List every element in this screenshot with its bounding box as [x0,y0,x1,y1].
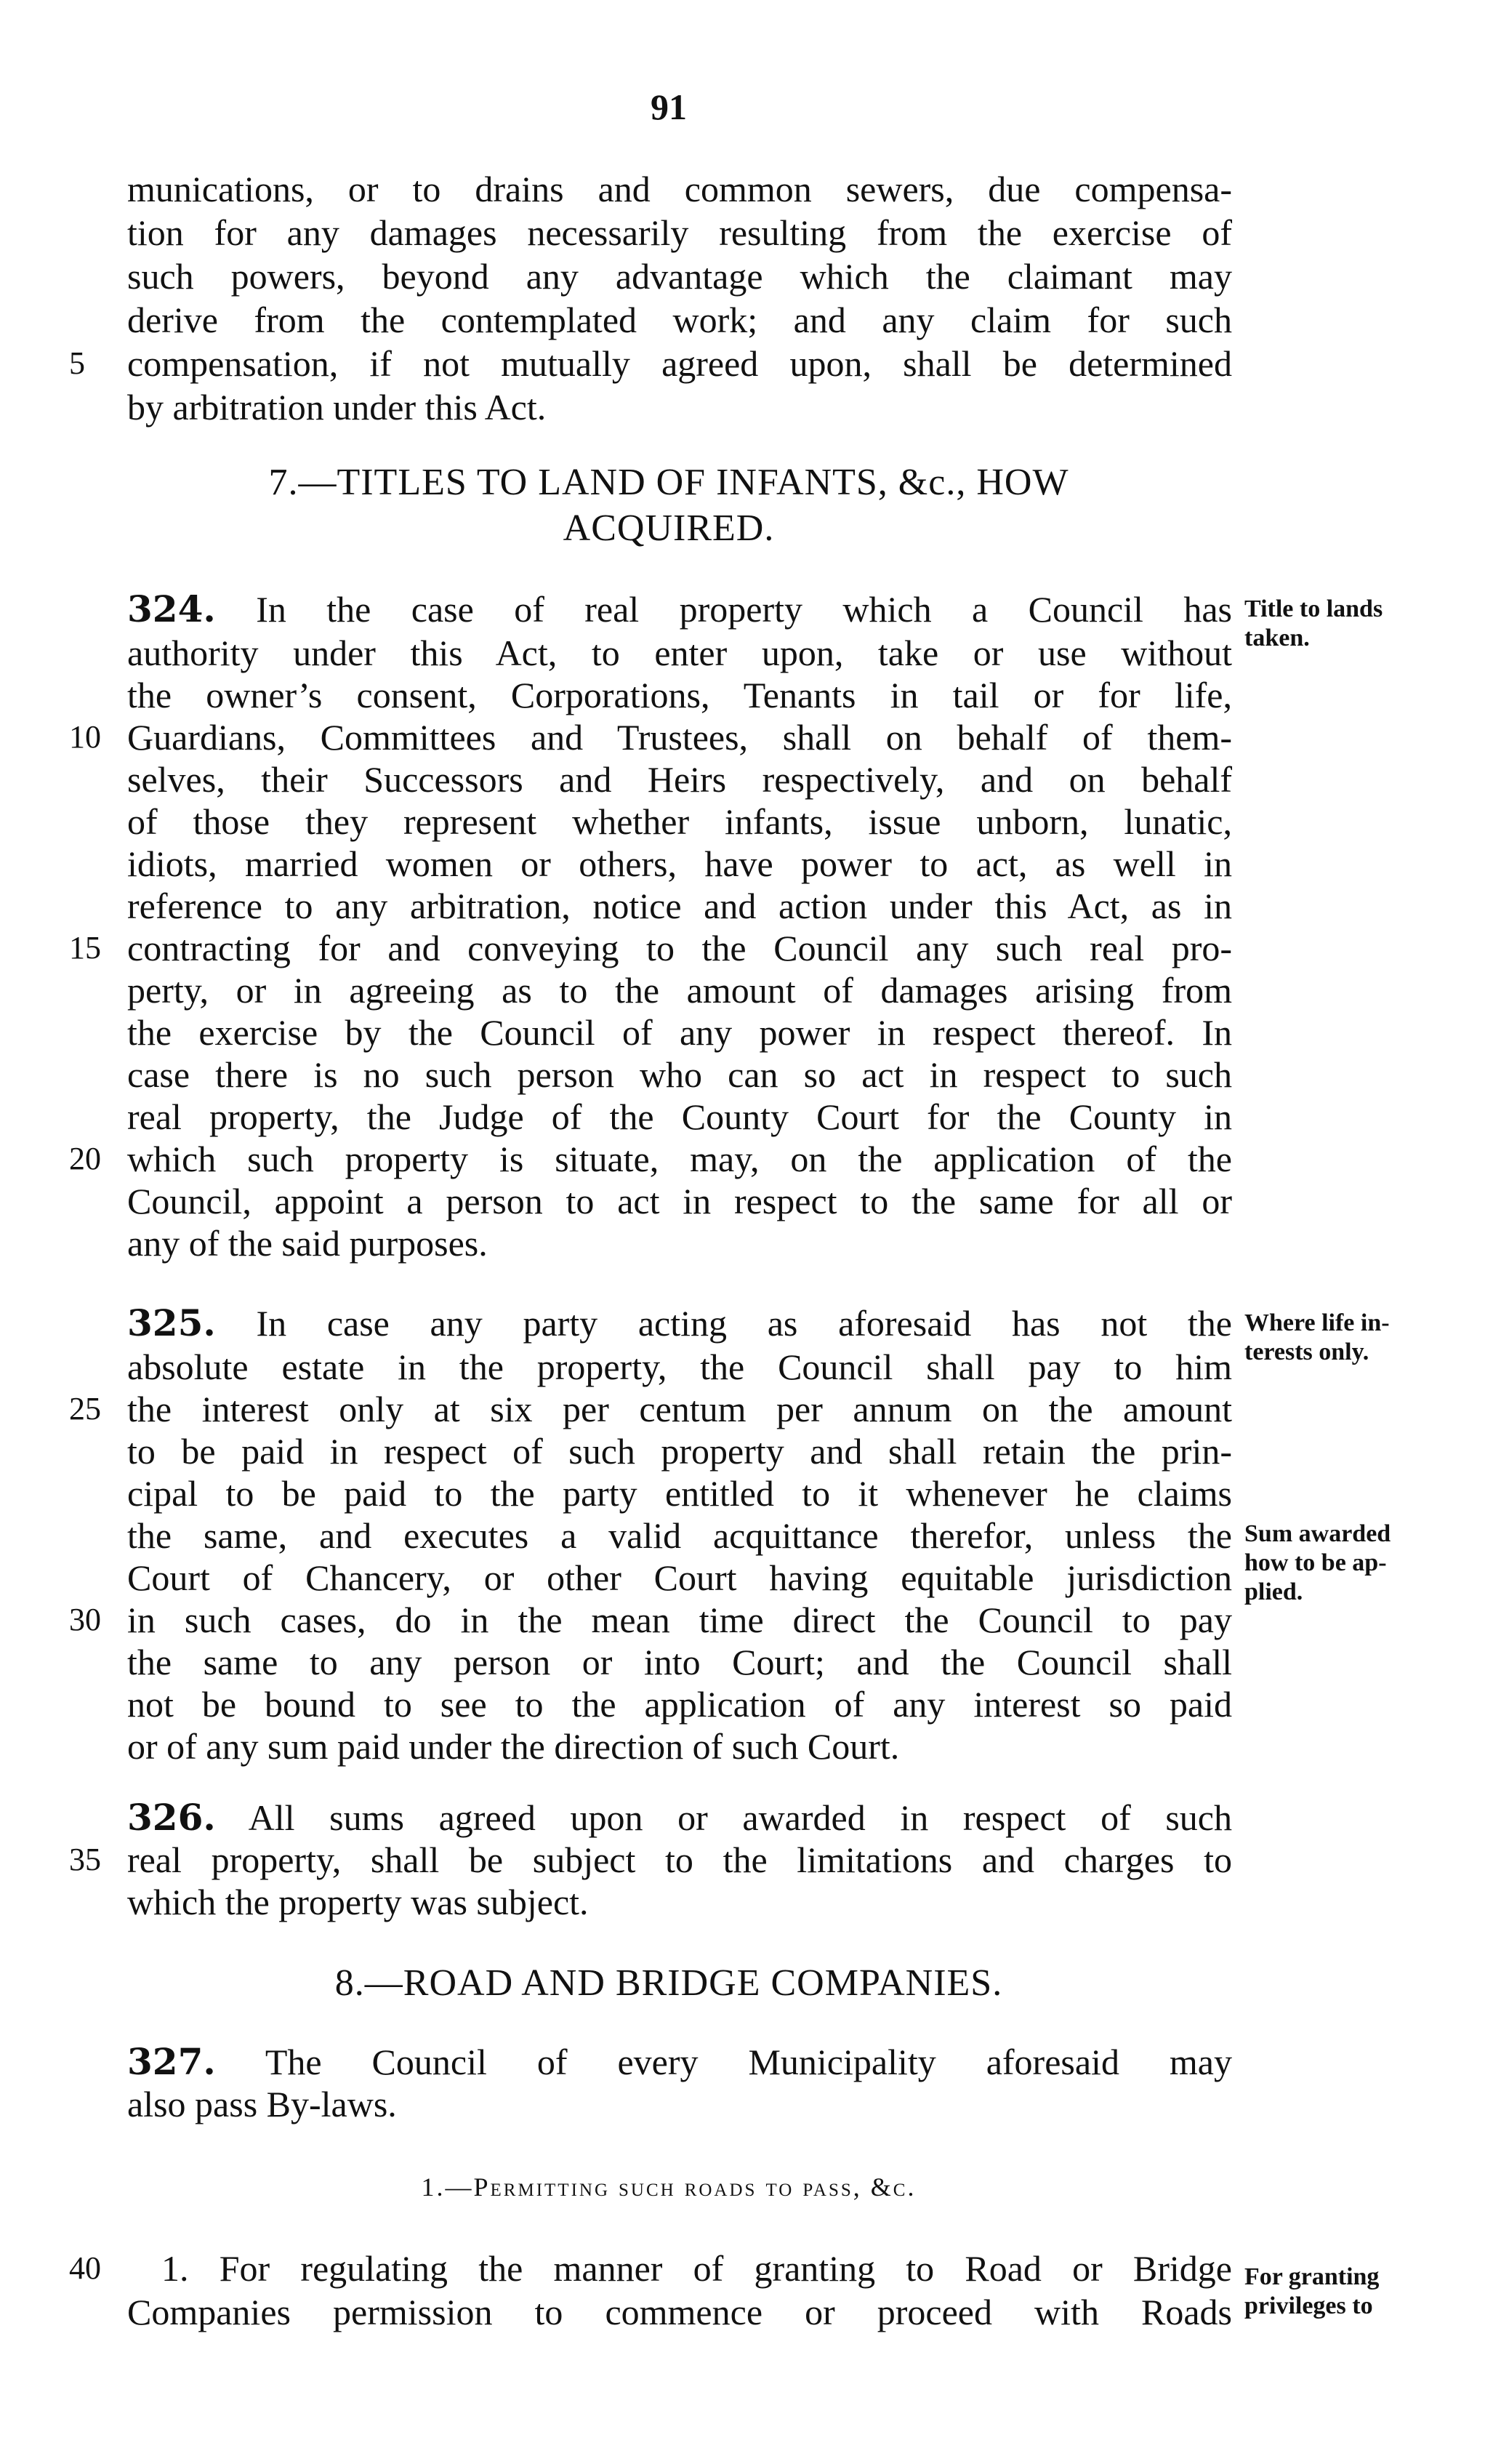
text-line: real property, the Judge of the County Court for the County in [127,1096,1232,1137]
section-number: 327. [127,2040,216,2083]
line-number: 30 [69,1602,101,1637]
section-number: 326. [127,1796,216,1839]
text-line: absolute estate in the property, the Council shall pay to him [127,1347,1232,1387]
page-number: 91 [651,87,687,127]
text-line: by arbitration under this Act. [127,387,547,428]
text-line: in such cases, do in the mean time direct the Council to pay [127,1600,1232,1640]
text-line: Guardians, Committees and Trustees, shall on behalf of them- [127,717,1232,758]
text-line: not be bound to see to the application of any interest so paid [127,1684,1232,1725]
section-text: In case any party acting as aforesaid has not the [256,1303,1232,1344]
text-line: case there is no such person who can so act in respect to such [127,1054,1232,1095]
text-line: or of any sum paid under the direction of such Court. [127,1726,900,1767]
section-number: 325. [127,1301,216,1344]
marginal-note: taken. [1244,625,1310,651]
section-text: All sums agreed upon or awarded in respect of such [248,1797,1232,1838]
line-number: 35 [69,1842,101,1877]
text-line: the interest only at six per centum per annum on the amount [127,1389,1232,1429]
text-line: reference to any arbitration, notice and action under this Act, as in [127,886,1232,926]
text-line: Court of Chancery, or other Court having equitable jurisdiction [127,1557,1232,1598]
text-line: the owner’s consent, Corporations, Tenants in tail or for life, [127,675,1232,715]
section-327-first-line [127,2040,1232,2084]
text-line: real property, shall be subject to the limitations and charges to [127,1839,1232,1880]
text-line: derive from the contemplated work; and any claim for such [127,300,1232,340]
marginal-note: Title to lands [1244,595,1383,622]
text-line: compensation, if not mutually agreed upon, shall be determined [127,343,1232,384]
text-line: also pass By-laws. [127,2084,397,2124]
text-line: to be paid in respect of such property and shall retain the prin- [127,1431,1232,1472]
line-number: 20 [69,1141,101,1176]
text-line: the exercise by the Council of any power in respect thereof. In [127,1012,1232,1053]
item-1-first-line: 1. For regulating the manner of granting to Road or Bridge [161,2248,1232,2289]
section-326-first-line [127,1796,1232,1839]
text-line: perty, or in agreeing as to the amount of damages arising from [127,970,1232,1011]
section-325-first-line [127,1301,1232,1345]
section-text: In the case of real property which a Council has [256,589,1233,630]
subheading: 1.—Permitting such roads to pass, &c. [421,2172,917,2202]
text-line: selves, their Successors and Heirs respectively, and on behalf [127,759,1232,800]
marginal-note: privileges to [1244,2292,1373,2319]
text-line: authority under this Act, to enter upon, take or use without [127,633,1232,673]
section-heading-continued: ACQUIRED. [563,507,775,549]
line-number: 5 [69,345,85,381]
marginal-note: terests only. [1244,1339,1369,1365]
line-number: 10 [69,719,101,755]
text-line: such powers, beyond any advantage which the claimant may [127,256,1232,297]
marginal-note: For granting [1244,2263,1380,2290]
text-line: cipal to be paid to the party entitled to it whenever he claims [127,1473,1232,1514]
text-line: tion for any damages necessarily resulting from the exercise of [127,212,1232,253]
text-line: Council, appoint a person to act in respect to the same for all or [127,1181,1232,1221]
marginal-note: Where life in- [1244,1309,1390,1336]
section-number: 324. [127,587,216,630]
text-line: contracting for and conveying to the Council any such real pro- [127,928,1232,968]
line-number: 15 [69,930,101,966]
marginal-note: how to be ap- [1244,1549,1387,1576]
text-line: idiots, married women or others, have power to act, as well in [127,843,1232,884]
section-heading: 8.—ROAD AND BRIDGE COMPANIES. [334,1962,1003,2004]
marginal-note: Sum awarded [1244,1520,1391,1547]
section-heading: 7.—TITLES TO LAND OF INFANTS, &c., HOW [268,462,1069,503]
text-line: any of the said purposes. [127,1223,488,1264]
text-line: the same, and executes a valid acquittance therefor, unless the [127,1515,1232,1556]
marginal-note: plied. [1244,1578,1303,1605]
line-number: 40 [69,2250,101,2286]
section-text: The Council of every Municipality aforesaid may [265,2042,1232,2082]
line-number: 25 [69,1391,101,1426]
text-line: which the property was subject. [127,1882,589,1922]
section-324-first-line [127,587,1232,631]
text-line: Companies permission to commence or proceed with Roads [127,2292,1232,2332]
text-line: munications, or to drains and common sewers, due compensa- [127,169,1232,209]
text-line: of those they represent whether infants, issue unborn, lunatic, [127,801,1232,842]
text-line: which such property is situate, may, on the application of the [127,1139,1232,1179]
text-line: the same to any person or into Court; and the Council shall [127,1642,1232,1682]
